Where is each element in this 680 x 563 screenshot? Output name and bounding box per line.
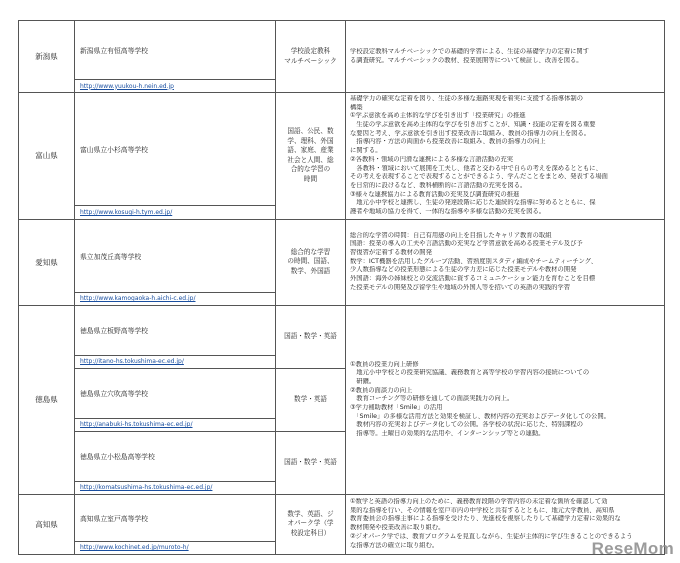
- subject-line: 校設定科目）: [290, 528, 331, 537]
- content-line: を日常的に設けるなど、教科横断的に言語活動の充実を図る。: [350, 181, 527, 189]
- school-link[interactable]: http://www.kochinet.ed.jp/muroto-h/: [80, 544, 189, 552]
- prefecture-cell: 徳島県: [19, 305, 75, 494]
- school-url[interactable]: [75, 206, 275, 218]
- subject-cell: 国語・数学・英語: [276, 305, 346, 368]
- subject-cell: [276, 21, 346, 93]
- school-url[interactable]: [75, 80, 275, 92]
- table-row: [19, 219, 665, 305]
- content-line: な指導方法の確立に取り組む。: [350, 541, 439, 549]
- school-link[interactable]: http://itano-hs.tokushima-ec.ed.jp/: [80, 358, 184, 366]
- content-line: ①学ぶ意欲を高め主体的な学びを引き出す「授業研究」の推進: [350, 112, 526, 120]
- table-row: [19, 21, 665, 93]
- school-name: 徳島県立板野高等学校: [75, 306, 275, 356]
- content-line: 学校設定教科マルチベーシックでの基礎的学習による、生徒の基礎学力の定着に関す: [350, 47, 590, 55]
- content-line: に関する。: [350, 147, 382, 155]
- content-line: 地元小中学校との授業研究協議、義務教育と高等学校の学習内容の接続についての: [350, 369, 590, 377]
- content-line: ②教員の面談力の向上: [350, 386, 413, 394]
- content-line: る調査研究。マルチベーシックの教材、授業展開等について検証し、改善を図る。: [350, 56, 583, 64]
- prefecture-cell: 富山県: [19, 93, 75, 220]
- content-line: 少人数指導などの授業形態による生徒の学力差に応じた授業モデルや教材の開発: [350, 266, 577, 274]
- school-link[interactable]: http://www.yuukou-h.nein.ed.jp: [80, 82, 174, 90]
- school-name: 徳島県立小松島高等学校: [75, 432, 275, 482]
- subject-cell: 数学・英語: [276, 368, 346, 431]
- school-link[interactable]: http://www.kamogaoka-h.aichi-c.ed.jp/: [80, 295, 196, 303]
- school-link[interactable]: http://komatsushima-hs.tokushima-ec.ed.jp/: [80, 484, 213, 492]
- subject-cell: [276, 494, 346, 554]
- content-line: 指導等。土曜日の効果的な活用や、インターンシップ等との連動。: [350, 430, 545, 438]
- school-link[interactable]: http://anabuki-hs.tokushima-ec.ed.jp/: [80, 421, 193, 429]
- content-line: 国語：授業の導入の工夫や言語活動の充実など学習意欲を高める授業モデル及び予: [350, 240, 583, 248]
- content-line: 教育委員会の指導主事による指導を受けたり、先進校を視察したりして基礎学力定着に効果的な: [350, 515, 621, 523]
- content-line: ③学力補助教材「Smile」の活用: [350, 403, 443, 411]
- content-line: ②ジオパーク学では、教育プログラムを見直しながら、生徒が主体的に学び生きることのできるよう: [350, 532, 633, 540]
- subject-line: 語、家庭、産業: [287, 146, 334, 155]
- content-line: 教材内容の充実およびデータ化しての公開。各学校の状況に応じた、特別課程の: [350, 421, 583, 429]
- content-line: 習復習が定着する教材の開発: [350, 249, 432, 257]
- content-line: 教材開発や授業改善に取り組む。: [350, 524, 445, 532]
- school-cell: [75, 494, 276, 554]
- content-line: な要因と考え、学ぶ意欲を引き出す授業改善に取組み、教員の指導力の向上を図る。: [350, 129, 591, 137]
- content-cell: [346, 219, 665, 305]
- school-program-table: [18, 20, 665, 560]
- content-line: ②各教科・領域の円滑な連携による多様な言語活動の充実: [350, 155, 514, 163]
- content-line: 基礎学力の確実な定着を図り、生徒の多様な進路実現を着実に支援する指導体制の: [350, 95, 583, 102]
- school-cell: [75, 431, 276, 494]
- content-line: 地元小中学校と連携し、生徒の発達段階に応じた連続的な指導に努めるとともに、保: [350, 199, 596, 207]
- school-url[interactable]: [75, 419, 275, 431]
- subject-line: 時間: [303, 174, 318, 183]
- school-cell: [75, 21, 276, 93]
- school-cell: [75, 305, 276, 368]
- school-url[interactable]: [75, 542, 275, 554]
- school-cell: [75, 368, 276, 431]
- table-row: [19, 494, 665, 554]
- school-url[interactable]: [75, 356, 275, 368]
- subject-line: 総合的な学習: [290, 247, 331, 256]
- content-line: ①教員の授業力向上研修: [350, 360, 419, 368]
- subject-line: 学、理科、外国: [287, 136, 334, 145]
- content-line: 研鑽。: [350, 377, 376, 385]
- content-line: 護者や地域の協力を得て、一体的な指導や多様な活動の充実を図る。: [350, 207, 546, 215]
- school-name: 徳島県立穴吹高等学校: [75, 369, 275, 419]
- school-name: 県立加茂丘高等学校: [75, 220, 275, 293]
- content-line: た授業モデルの開発及び留学生や地域の外国人等を招いての英語の実践的学習: [350, 283, 571, 291]
- content-line: 構築: [350, 103, 363, 111]
- content-line: 生徒の学ぶ意欲を高め主体的な学びを引き出すことが、知識・技能の定着を図る重要: [350, 121, 596, 129]
- content-line: 指導内容・方法の両面から授業改善に取組み、教員の指導力の向上: [350, 138, 546, 146]
- content-line: 「Smile」の多様な活用方法と効果を検証し、教材内容の充実およびデータ化しての公開。: [350, 412, 610, 420]
- content-cell: [346, 305, 665, 494]
- school-cell: [75, 219, 276, 305]
- subject-line: 学校設定教科: [290, 46, 331, 55]
- subject-cell: [276, 93, 346, 220]
- content-line: ③様々な連携協力による教育活動の充実及び調査研究の推進: [350, 190, 520, 198]
- prefecture-cell: 高知県: [19, 494, 75, 554]
- content-line: 果的な指導を行い、その情報を室戸市内の中学校と共有するとともに、地元大学教員、高知県: [350, 506, 615, 514]
- subject-line: オパーク学（学: [287, 519, 334, 528]
- subject-line: 国語、公民、数: [287, 127, 334, 136]
- content-cell: [346, 21, 665, 93]
- subject-line: の時間、国語、: [287, 257, 334, 266]
- prefecture-cell: 愛知県: [19, 219, 75, 305]
- content-cell: [346, 93, 665, 220]
- school-name: 高知県立室戸高等学校: [75, 495, 275, 542]
- content-line: その考えを表現することで表現することができるよう、学んだことをまとめ、発表する場面: [350, 173, 608, 181]
- prefecture-cell: 新潟県: [19, 21, 75, 93]
- subject-cell: 国語・数学・英語: [276, 431, 346, 494]
- subject-line: 合的な学習の: [290, 165, 331, 174]
- school-url[interactable]: [75, 293, 275, 305]
- table-row: [19, 93, 665, 220]
- content-line: 数学：ICT機器を活用したグループ活動、習熟度別スタディ編成やチームティーチング、: [350, 257, 598, 265]
- table-row: [19, 305, 665, 368]
- content-line: 教育コーチング等の研修を通しての面談実践力の向上。: [350, 395, 514, 403]
- program-grid: [18, 20, 665, 555]
- content-line: 外国語：海外の姉妹校との交流活動に資するコミュニケーション能力を育むことを目標: [350, 275, 596, 283]
- school-cell: [75, 93, 276, 220]
- content-line: 総合的な学習の時間：自己有用感の向上を目指したキャリア教育の取組: [350, 231, 552, 239]
- content-line: 各教科・領域において展開を工夫し、他者と交わる中で自らの考えを深めるとともに、: [350, 164, 602, 172]
- school-link[interactable]: http://www.kosugi-h.tym.ed.jp/: [80, 208, 173, 216]
- site-watermark-logo: ReseMom: [591, 539, 674, 558]
- subject-line: 社会と人間、総: [287, 155, 334, 164]
- content-line: ①数学と英語の指導力向上のために、義務教育段階の学習内容の未定着な箇所を確認して効: [350, 498, 608, 506]
- school-name: 富山県立小杉高等学校: [75, 93, 275, 206]
- subject-line: 数学、外国語: [290, 266, 331, 275]
- school-name: 新潟県立有恒高等学校: [75, 21, 275, 80]
- subject-line: 数学、英語、ジ: [287, 509, 334, 518]
- school-url[interactable]: [75, 482, 275, 494]
- subject-line: マルチベーシック: [284, 56, 337, 65]
- subject-cell: [276, 219, 346, 305]
